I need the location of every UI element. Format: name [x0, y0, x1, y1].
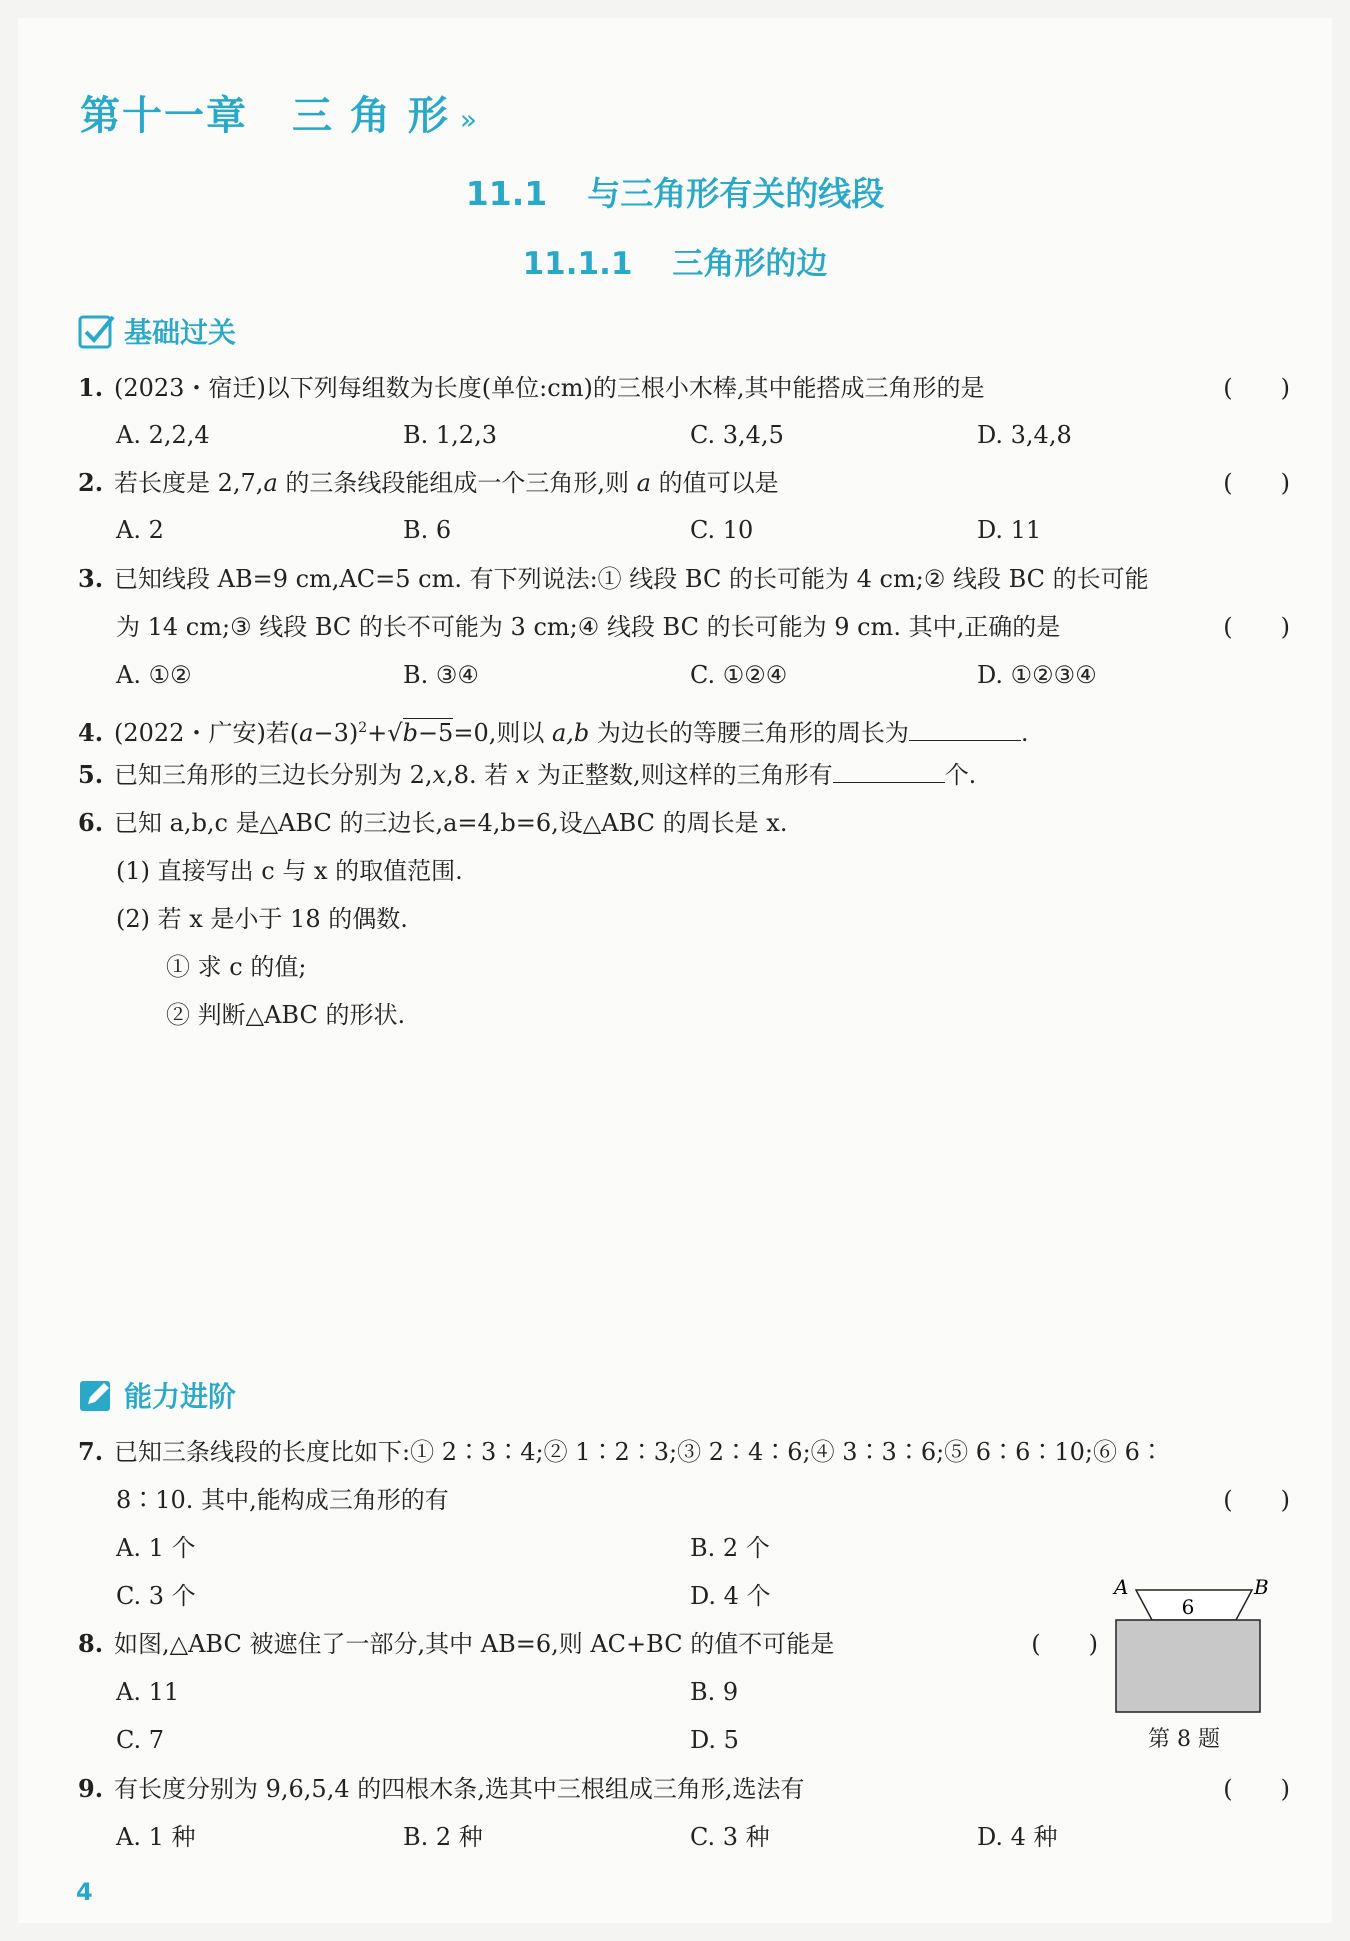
- question-number: 3.: [78, 564, 104, 593]
- option-a: A. 11: [116, 1678, 180, 1706]
- figure-q8: [1100, 1576, 1275, 1716]
- question-text: (2023・宿迁)以下列每组数为长度(单位:cm)的三根小木棒,其中能搭成三角形的是: [114, 374, 985, 402]
- figure-caption: 第 8 题: [1148, 1727, 1220, 1752]
- question-text: 已知线段 AB=9 cm,AC=5 cm. 有下列说法:① 线段 BC 的长可能为 4 cm;② 线段 BC 的长可能: [114, 565, 1149, 593]
- option-c: C. 3,4,5: [690, 421, 784, 449]
- question-text: 若长度是 2,7,: [114, 469, 264, 497]
- question-number: 8.: [78, 1629, 104, 1658]
- option-b: B. 2 个: [690, 1534, 770, 1562]
- chapter-title: [80, 84, 479, 141]
- option-a: A. ①②: [116, 661, 192, 689]
- question-text: −3): [313, 719, 359, 747]
- part2-heading: [78, 1375, 236, 1415]
- page-number: 4: [76, 1878, 93, 1906]
- question-text: 已知三条线段的长度比如下:① 2∶3∶4;② 1∶2∶3;③ 2∶4∶6;④ 3∶3∶6;⑤ 6∶6∶10;⑥ 6∶: [114, 1438, 1164, 1466]
- question-text: 有长度分别为 9,6,5,4 的四根木条,选其中三根组成三角形,选法有: [114, 1775, 805, 1803]
- option-a: A. 1 种: [116, 1823, 196, 1851]
- answer-bracket: ( ): [1223, 1775, 1290, 1803]
- question-text: (2022・广安)若(: [114, 719, 300, 747]
- option-b: B. 6: [403, 516, 452, 544]
- question-3-line2: [116, 612, 1290, 642]
- section-title: [0, 168, 1350, 215]
- question-text: 已知三角形的三边长分别为 2,: [114, 761, 433, 789]
- question-2: [78, 468, 1290, 498]
- answer-bracket: ( ): [1223, 469, 1290, 497]
- question-8: [78, 1629, 1098, 1659]
- question-5: [78, 760, 1290, 790]
- question-number: 4.: [78, 718, 104, 747]
- question-4: [78, 713, 1290, 748]
- subsection-number: 11.1.1: [522, 246, 633, 282]
- question-text: 如图,△ABC 被遮住了一部分,其中 AB=6,则 AC+BC 的值不可能是: [114, 1630, 835, 1658]
- option-a: A. 2,2,4: [116, 421, 210, 449]
- chapter-name: 三 角 形: [292, 93, 450, 139]
- option-a: A. 1 个: [116, 1534, 196, 1562]
- option-c: C. 10: [690, 516, 754, 544]
- option-c: C. 3 个: [116, 1582, 196, 1610]
- option-b: B. 9: [690, 1678, 739, 1706]
- option-b: B. 2 种: [403, 1823, 483, 1851]
- subsection-name: 三角形的边: [672, 246, 828, 282]
- sqrt-symbol: +√: [367, 719, 403, 747]
- variable: x: [515, 761, 530, 789]
- exponent: 2: [358, 720, 368, 736]
- answer-bracket: ( ): [1031, 1630, 1098, 1658]
- question-9: [78, 1774, 1290, 1804]
- question-text: ,8. 若: [446, 761, 516, 789]
- answer-bracket: ( ): [1223, 374, 1290, 402]
- radicand: −5: [417, 719, 454, 747]
- question-text: 的值可以是: [650, 469, 779, 497]
- question-text: 已知 a,b,c 是△ABC 的三边长,a=4,b=6,设△ABC 的周长是 x.: [114, 809, 788, 837]
- question-text: .: [1020, 719, 1029, 747]
- chapter-number: 第十一章: [80, 93, 248, 139]
- question-6: [78, 808, 1290, 838]
- question-number: 2.: [78, 468, 104, 497]
- option-d: D. ①②③④: [977, 661, 1097, 689]
- question-3: [78, 564, 1290, 594]
- option-c: C. ①②④: [690, 661, 788, 689]
- pencil-icon: [78, 1377, 116, 1413]
- question-text: 8∶10. 其中,能构成三角形的有: [116, 1486, 449, 1514]
- question-text: 为 14 cm;③ 线段 BC 的长不可能为 3 cm;④ 线段 BC 的长可能为 9 cm. 其中,正确的是: [116, 613, 1061, 641]
- variable: a: [263, 469, 278, 497]
- option-d: D. 5: [690, 1726, 739, 1754]
- question-number: 6.: [78, 808, 104, 837]
- variable: a: [636, 469, 651, 497]
- chevron-icon: »: [459, 103, 479, 136]
- subsection-title: [0, 238, 1350, 283]
- option-d: D. 4 种: [977, 1823, 1058, 1851]
- question-number: 1.: [78, 373, 104, 402]
- question-7-line2: [116, 1485, 1290, 1515]
- checkbox-icon: [78, 313, 116, 349]
- label-a: A: [1114, 1576, 1129, 1599]
- option-d: D. 3,4,8: [977, 421, 1072, 449]
- question-text: =0,则以: [453, 719, 552, 747]
- variable: b: [402, 719, 418, 747]
- option-c: C. 3 种: [690, 1823, 770, 1851]
- question-text: (2) 若 x 是小于 18 的偶数.: [116, 905, 408, 933]
- question-text: ② 判断△ABC 的形状.: [166, 1001, 406, 1029]
- question-6-part2a: [166, 952, 1290, 982]
- answer-bracket: ( ): [1223, 613, 1290, 641]
- question-6-part1: [116, 856, 1290, 886]
- option-b: B. 1,2,3: [403, 421, 497, 449]
- question-text: 个.: [944, 761, 977, 789]
- option-d: D. 11: [977, 516, 1042, 544]
- part1-heading: [78, 311, 236, 351]
- answer-blank[interactable]: [833, 760, 945, 783]
- label-b: B: [1254, 1576, 1269, 1599]
- variable: a: [299, 719, 314, 747]
- part1-title: 基础过关: [124, 316, 237, 349]
- question-text: 为边长的等腰三角形的周长为: [589, 719, 909, 747]
- option-b: B. ③④: [403, 661, 479, 689]
- variable: a,b: [551, 719, 590, 747]
- answer-bracket: ( ): [1223, 1486, 1290, 1514]
- label-length: 6: [1181, 1595, 1195, 1619]
- section-number: 11.1: [465, 174, 548, 213]
- question-text: ① 求 c 的值;: [166, 953, 307, 981]
- option-a: A. 2: [116, 516, 164, 544]
- answer-blank[interactable]: [909, 718, 1021, 741]
- question-number: 5.: [78, 760, 104, 789]
- question-text: 为正整数,则这样的三角形有: [529, 761, 833, 789]
- question-6-part2: [116, 904, 1290, 934]
- question-text: 的三条线段能组成一个三角形,则: [277, 469, 637, 497]
- variable: x: [432, 761, 447, 789]
- option-d: D. 4 个: [690, 1582, 771, 1610]
- question-1: [78, 373, 1290, 403]
- question-number: 9.: [78, 1774, 104, 1803]
- part2-title: 能力进阶: [124, 1380, 237, 1413]
- question-6-part2b: [166, 1000, 1290, 1030]
- question-text: (1) 直接写出 c 与 x 的取值范围.: [116, 857, 463, 885]
- section-name: 与三角形有关的线段: [587, 174, 885, 213]
- question-number: 7.: [78, 1437, 104, 1466]
- covering-rectangle: [1116, 1620, 1260, 1712]
- question-7: [78, 1437, 1290, 1467]
- option-c: C. 7: [116, 1726, 165, 1754]
